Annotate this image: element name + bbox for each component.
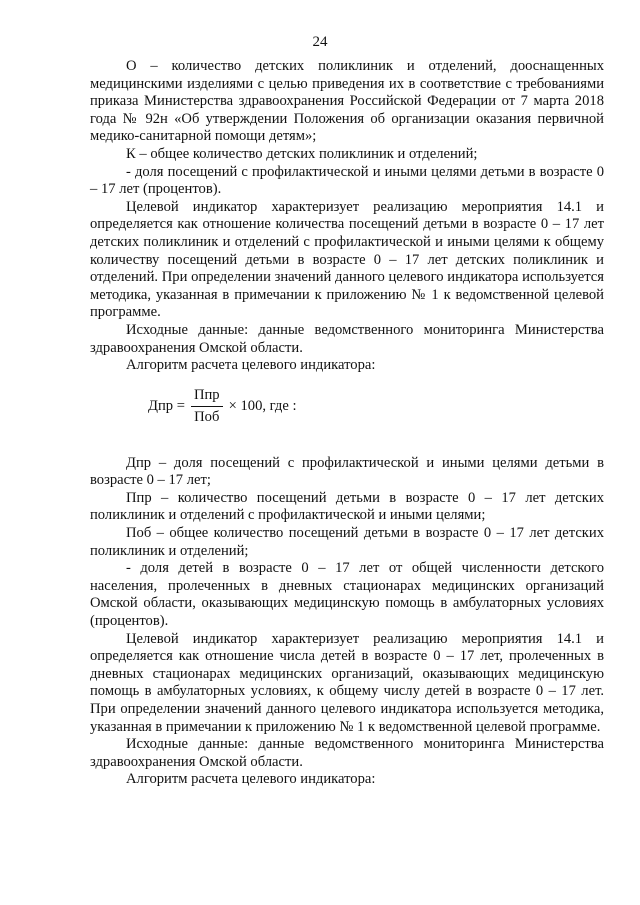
paragraph-algorithm-heading-1: Алгоритм расчета целевого индикатора: <box>126 357 376 374</box>
paragraph-pob-definition: Поб – общее количество посещений детьми в возрасте 0 – 17 лет детских поликлиник и отделений; <box>90 525 604 559</box>
paragraph-k-definition: К – общее количество детских поликлиник и отделений; <box>126 145 478 162</box>
paragraph-o-definition: О – количество детских поликлиник и отделений, дооснащенных медицинскими изделиями с целью приведения их в соответствие с требованиями приказа Министерства здравоохранения Российской Федерации от 7 марта 2018 года № 92н «Об утверждении Положения об организации оказания первичной медико-санитарной помощи детям»; <box>90 58 604 145</box>
formula-fraction <box>191 387 223 426</box>
paragraph-ppr-definition: Ппр – количество посещений детьми в возрасте 0 – 17 лет детских поликлиник и отделений с профилактической и иными целями; <box>90 489 604 524</box>
paragraph-source-data-2: Исходные данные: данные ведомственного мониторинга Министерства здравоохранения Омской области. <box>90 736 604 770</box>
formula-lhs: Дпр = <box>148 397 185 414</box>
formula-dpr <box>90 375 604 439</box>
paragraph-indicator-daycare-description: Целевой индикатор характеризует реализацию мероприятия 14.1 и определяется как отношение числа детей в возрасте 0 – 17 лет, пролеченных в дневных стационарах медицинских организаций, оказывающих медицинскую помощь в амбулаторных условиях, к общему числу детей в возрасте 0 – 17 лет. При определении значений данного целевого индикатора используется методика, указанная в примечании к приложению № 1 к ведомственной целевой программе. <box>90 630 604 735</box>
page-body <box>90 58 604 789</box>
spacer <box>90 439 604 455</box>
formula-tail: × 100, где : <box>228 397 297 414</box>
formula-denominator: Поб <box>194 408 220 425</box>
formula-numerator: Ппр <box>191 387 223 407</box>
paragraph-dpr-definition: Дпр – доля посещений с профилактической и иными целями детьми в возрасте 0 – 17 лет; <box>90 454 604 489</box>
paragraph-indicator-daycare-title: - доля детей в возрасте 0 – 17 лет от общей численности детского населения, пролеченных в дневных стационарах медицинских организаций Омской области, оказывающих медицинскую помощь в амбулаторных условиях (процентов). <box>90 560 604 630</box>
paragraph-algorithm-heading-2: Алгоритм расчета целевого индикатора: <box>126 771 376 788</box>
paragraph-source-data-1: Исходные данные: данные ведомственного мониторинга Министерства здравоохранения Омской области. <box>90 321 604 356</box>
paragraph-indicator-visits-description: Целевой индикатор характеризует реализацию мероприятия 14.1 и определяется как отношение количества посещений детьми в возрасте 0 – 17 лет детских поликлиник и отделений с профилактической и иными целями к общему количеству посещений детьми в возрасте 0 – 17 лет детских поликлиник и отделений. При определении значений данного целевого индикатора используется методика, указанная в примечании к приложению № 1 к ведомственной целевой программе. <box>90 198 604 321</box>
page-number: 24 <box>312 34 328 50</box>
paragraph-indicator-visits-title: - доля посещений с профилактической и иными целями детьми в возрасте 0 – 17 лет (процентов). <box>90 163 604 198</box>
